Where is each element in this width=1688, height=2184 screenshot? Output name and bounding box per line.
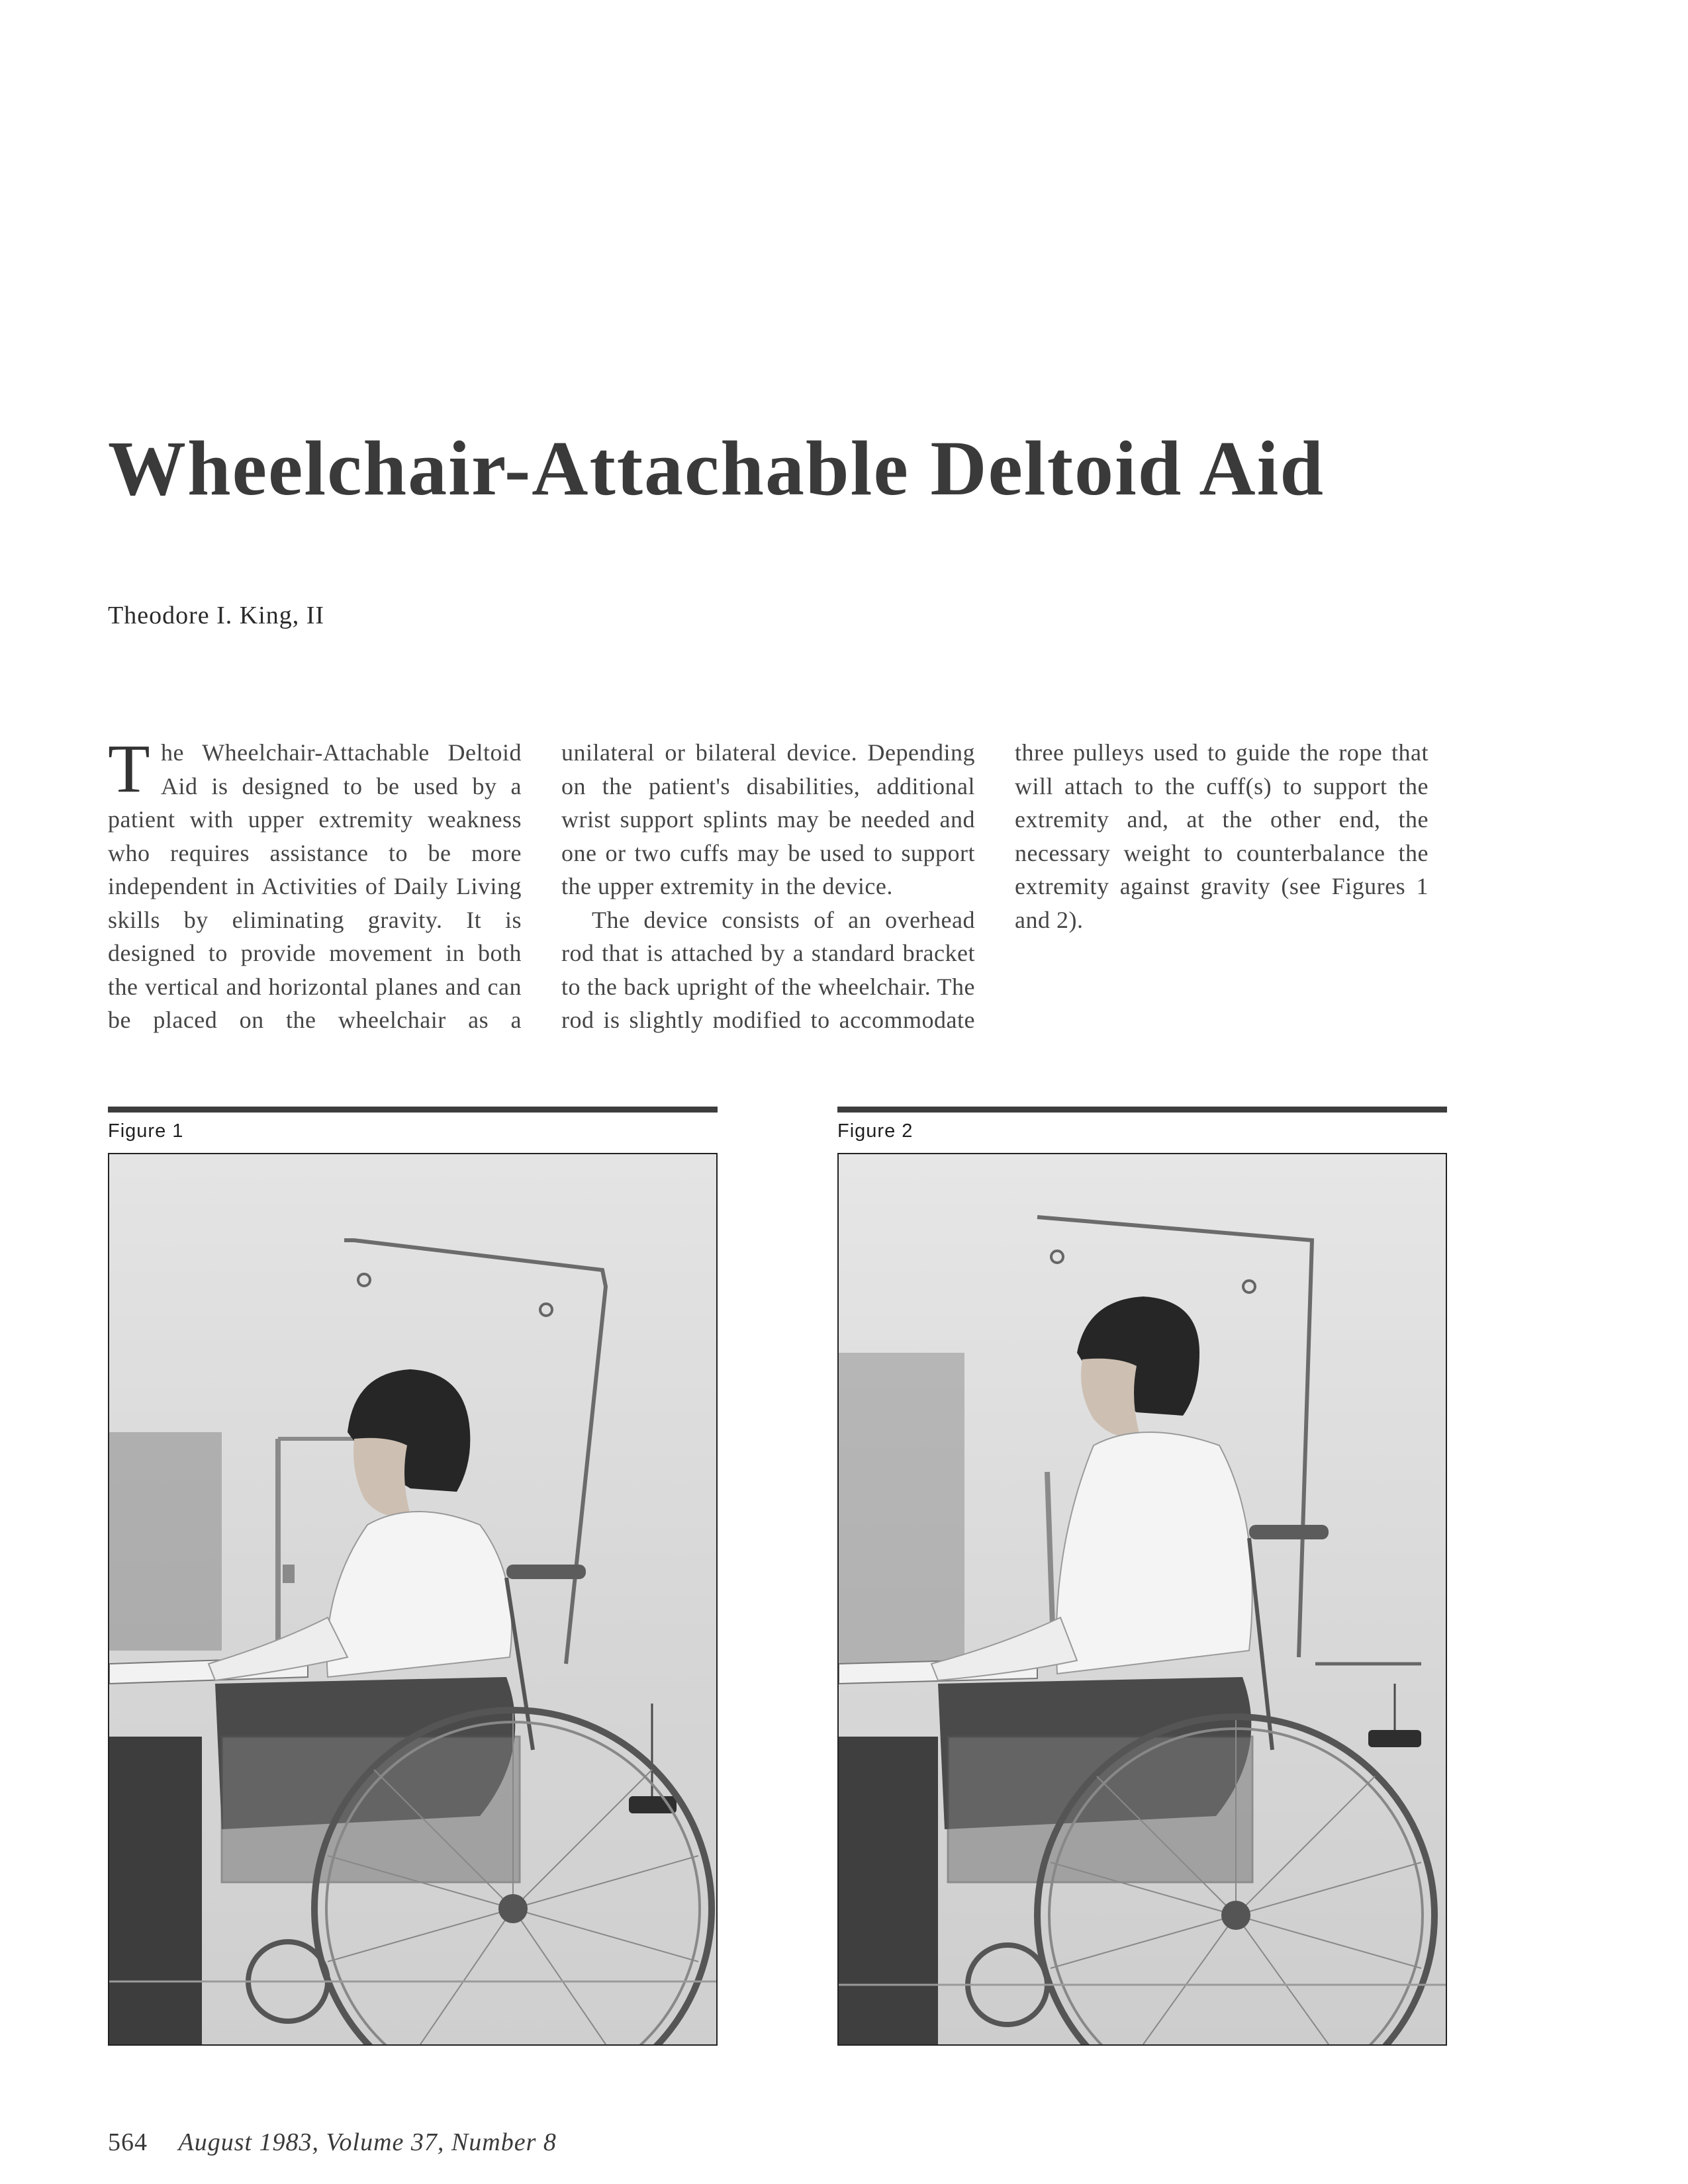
article-body: [108, 731, 1429, 1040]
figure-2-illustration: [839, 1154, 1446, 2044]
figure-2-photo: [837, 1153, 1447, 2046]
article-title: Wheelchair-Attachable Deltoid Aid: [108, 425, 1325, 512]
page-footer: [108, 2128, 557, 2157]
paragraph-1-text: he Wheelchair-Attachable Deltoid Aid is designed to be used by a patient with upper extremity weakness who requires assistance to be more independent in Activities of Daily Living skills by eliminating gravity. It is designed to provide movement in both the vertical and horizontal planes and can be placed on the wheelchair as a unilateral or bilateral device. Depending on the patient's disabilities, additional wrist support splints may be needed and one or two cuffs may be used to support the upper extremity in the device.: [108, 739, 975, 1033]
figure-label: Figure 2: [837, 1120, 914, 1142]
figure-rule: [108, 1107, 718, 1113]
drop-cap: T: [108, 731, 151, 807]
figure-1-photo: [108, 1153, 718, 2046]
paragraph-2: The device consists of an overhead rod that is attached by a standard bracket to the back upright of the wheelchair. The rod is slightly modified to accommodate three pulleys used to guide the rope that will attach to the cuff(s) to support the extremity and, at the other end, the necessary weight to counterbalance the extremity against gravity (see Figures 1 and 2).: [561, 739, 1429, 1033]
figure-1-illustration: [109, 1154, 716, 2044]
issue-info: August 1983, Volume 37, Number 8: [178, 2128, 557, 2156]
page-number: 564: [108, 2128, 148, 2156]
figure-rule: [837, 1107, 1447, 1113]
author-byline: Theodore I. King, II: [108, 602, 325, 629]
figure-2: [837, 1107, 1447, 2046]
figure-label: Figure 1: [108, 1120, 184, 1142]
figure-1: [108, 1107, 718, 2046]
